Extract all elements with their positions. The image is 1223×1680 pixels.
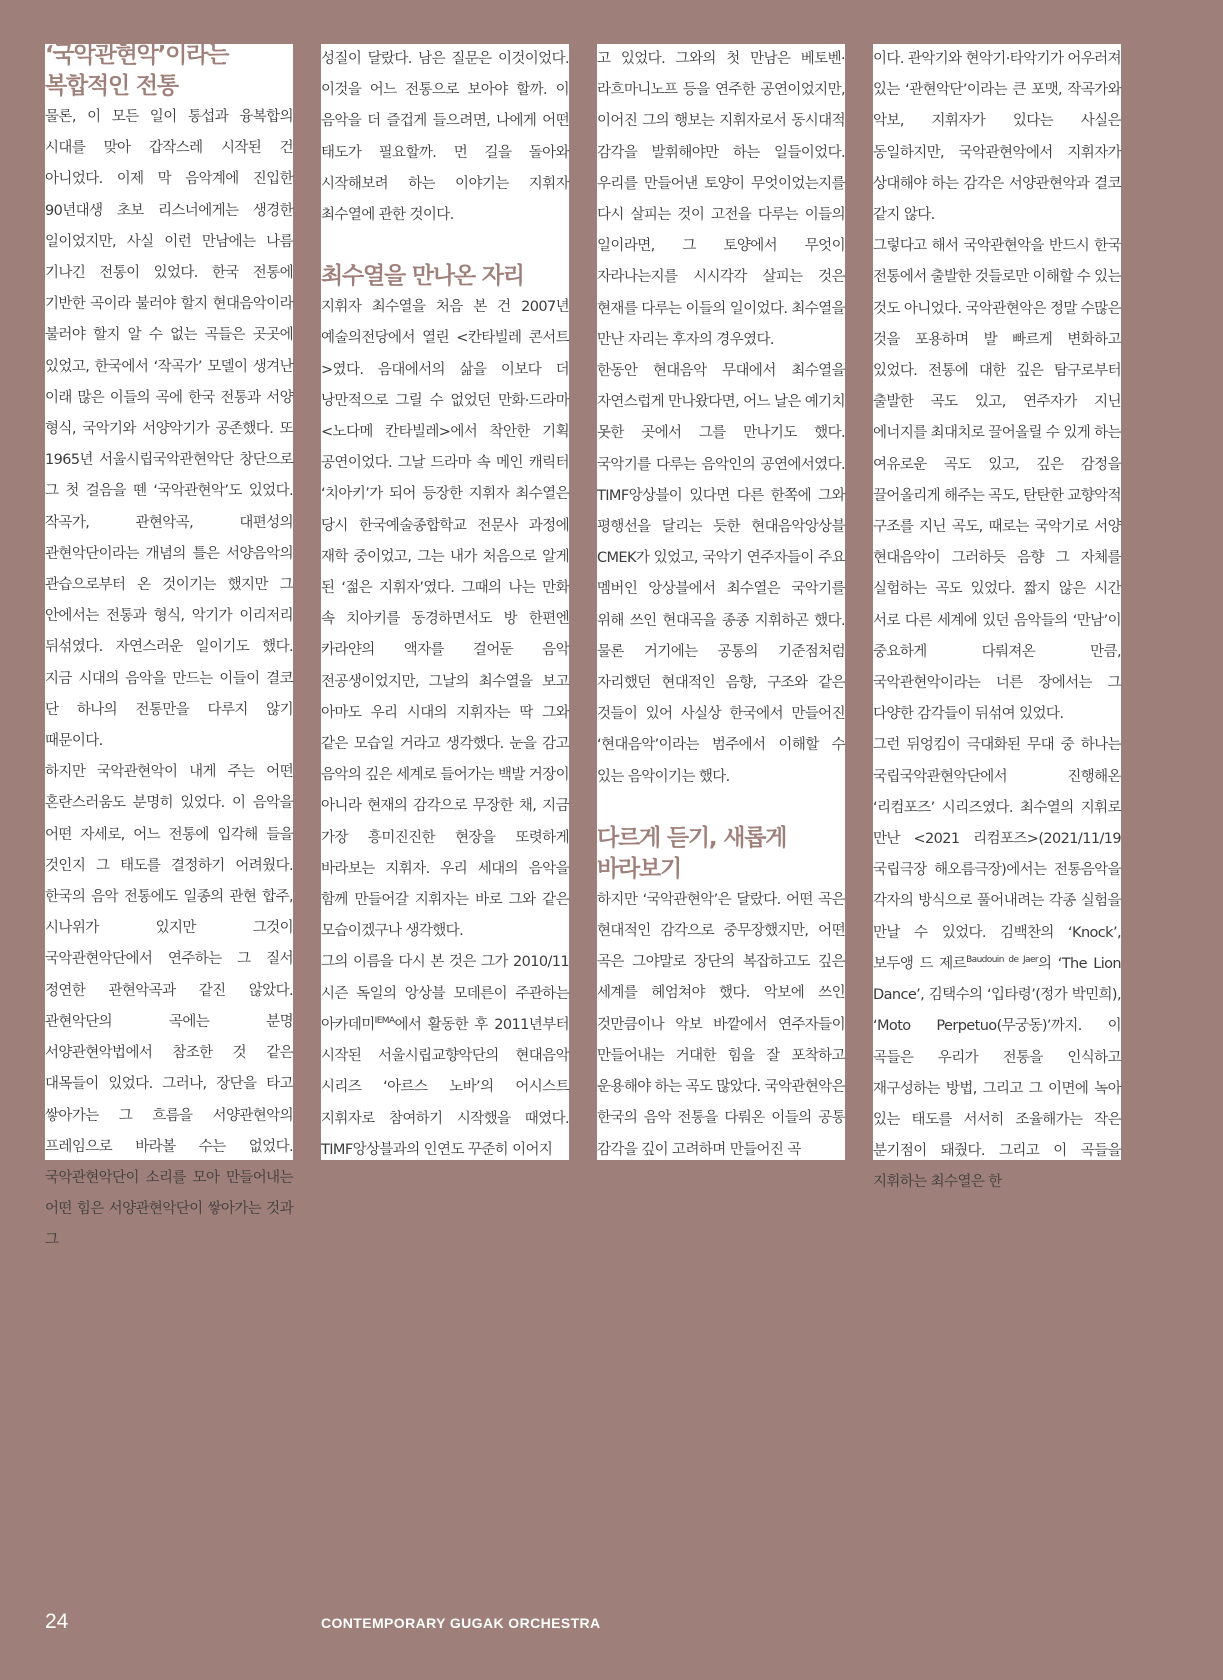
text-column-1 bbox=[45, 42, 293, 1249]
body-paragraph bbox=[873, 730, 1121, 1198]
body-text: 의 ‘The Lion Dance’, 김택수의 ‘입타령’(정가 박민희), ‘Moto Perpetuo(무궁동)’까지. 이 곡들은 우리가 전통을 인식하고 재구성하는 방법, 그리고 그 이면에 녹아 있는 태도를 서서히 조율해가는 작은 분기점이 돼줬다. 그리고 이 곡들을 지휘하는 최수열은 한 bbox=[873, 955, 1121, 1191]
footer-publication-title: CONTEMPORARY GUGAK ORCHESTRA bbox=[321, 1615, 601, 1631]
body-paragraph: 한동안 현대음악 무대에서 최수열을 자연스럽게 만나왔다면, 어느 날은 예기치 못한 곳에서 그를 만나기도 했다. 국악기를 다루는 음악인의 공연에서였다. TIMF앙상블이 있다면 다른 한쪽에 그와 평행선을 달리는 듯한 현대음악앙상블 CMEK가 있었고, 국악기 연주자들이 주요 멤버인 앙상블에서 최수열은 국악기를 위해 쓰인 현대곡을 종종 지휘하곤 했다. 물론 거기에는 공통의 기준점처럼 자리했던 현대적인 음향, 구조와 같은 것들이 있어 사실상 한국에서 만들어진 ‘현대음악’이라는 범주에서 이해할 수 있는 음악이기는 했다. bbox=[597, 363, 845, 785]
text-column-2 bbox=[321, 44, 569, 1160]
section-heading-meeting-choi: 최수열을 만나온 자리 bbox=[321, 263, 524, 290]
body-paragraph: 성질이 달랐다. 남은 질문은 이것이었다. 이것을 어느 전통으로 보아야 할까. 이 음악을 더 즐겁게 들으려면, 나에게 어떤 태도가 필요할까. 먼 길을 돌아와 시작해보려 하는 이야기는 지휘자 최수열에 관한 것이다. bbox=[321, 51, 569, 224]
body-paragraph: 그렇다고 해서 국악관현악을 반드시 한국 전통에서 출발한 것들로만 이해할 수 있는 것도 아니었다. 국악관현악은 정말 수많은 것을 포용하며 발 빠르게 변화하고 있었다. 전통에 대한 깊은 탐구로부터 출발한 곡도 있고, 연주자가 지닌 에너지를 최대치로 끌어올릴 수 있게 하는 여유로운 곡도 있고, 깊은 감정을 끌어올리게 해주는 곡도, 탄탄한 교향악적 구조를 지닌 곡도, 때로는 국악기로 서양 현대음악이 그러하듯 음향 그 자체를 실험하는 곡도 있었다. 짧지 않은 시간 서로 다른 세계에 있던 음악들의 ‘만남’이 중요하게 다뤄져온 만큼, 국악관현악이라는 너른 장에서는 그 다양한 감각들이 뒤섞여 있었다. bbox=[873, 238, 1121, 723]
page-number: 24 bbox=[45, 1610, 69, 1633]
body-paragraph: 지휘자 최수열을 처음 본 건 2007년 예술의전당에서 열린 <칸타빌레 콘서트>였다. 음대에서의 삶을 이보다 더 낭만적으로 그릴 수 없었던 만화·드라마 <노다메 칸타빌레>에서 착안한 기획 공연이었다. 그날 드라마 속 메인 캐릭터 ‘치아키’가 되어 등장한 지휘자 최수열은 당시 한국예술종합학교 전문사 과정에 재학 중이었고, 그는 내가 처음으로 알게 된 ‘젊은 지휘자’였다. 그때의 나는 만화 속 치아키를 동경하면서도 방 한편엔 카라얀의 액자를 걸어둔 음악 전공생이었지만, 그날의 최수열을 보고 아마도 우리 시대의 지휘자는 딱 그와 같은 모습일 거라고 생각했다. 눈을 감고 음악의 깊은 세계로 들어가는 백발 거장이 아니라 현재의 감각으로 무장한 채, 지금 가장 흥미진진한 현장을 또렷하게 바라보는 지휘자. 우리 세대의 음악을 함께 만들어갈 지휘자는 바로 그와 같은 모습이겠구나 생각했다. bbox=[321, 299, 569, 940]
section-heading-listen-differently: 다르게 듣기, 새롭게 바라보기 bbox=[597, 824, 787, 882]
body-paragraph: 고 있었다. 그와의 첫 만남은 베토벤·라흐마니노프 등을 연주한 공연이었지만, 이어진 그의 행보는 지휘자로서 동시대적 감각을 발휘해야만 하는 일들이었다. 우리를 만들어낸 토양이 무엇이었는지를 다시 살피는 것이 고전을 다루는 이들의 일이라면, 그 토양에서 무엇이 자라나는지를 시시각각 살피는 것은 현재를 다루는 이들의 일이었다. 최수열을 만난 자리는 후자의 경우였다. bbox=[597, 51, 845, 348]
superscript-ema: IEMA bbox=[374, 1016, 395, 1027]
body-paragraph: 하지만 ‘국악관현악’은 달랐다. 어떤 곡은 현대적인 감각으로 중무장했지만, 어떤 곡은 그야말로 장단의 복잡하고도 깊은 세계를 헤엄쳐야 했다. 악보에 쓰인 것만큼이나 악보 바깥에서 연주자들이 만들어내는 거대한 힘을 잘 포착하고 운용해야 하는 곡도 많았다. 국악관현악은 한국의 음악 전통을 다뤄온 이들의 공통 감각을 깊이 고려하며 만들어진 곡 bbox=[597, 891, 845, 1158]
body-text: 그런 뒤엉킴이 극대화된 무대 중 하나는 국립국악관현악단에서 진행해온 ‘리컴포즈’ 시리즈였다. 최수열의 지휘로 만난 <2021 리컴포즈>(2021/11/19 국립극장 해오름극장)에서는 전통음악을 각자의 방식으로 풀어내려는 각종 실험을 만날 수 있었다. 김백찬의 ‘Knock’, 보두앵 드 제르 bbox=[873, 737, 1121, 972]
text-column-3 bbox=[597, 44, 845, 1160]
body-paragraph: 하지만 국악관현악이 내게 주는 어떤 혼란스러움도 분명히 있었다. 이 음악을 어떤 자세로, 어느 전통에 입각해 들을 것인지 그 태도를 결정하기 어려웠다. 한국의 음악 전통에도 일종의 관현 합주, 시나위가 있지만 그것이 국악관현악단에서 연주하는 그 질서 정연한 관현악곡과 같진 않았다. 관현악단의 곡에는 분명 서양관현악법에서 참조한 것 같은 대목들이 있었다. 그러나, 장단을 타고 쌓아가는 그 흐름을 서양관현악의 프레임으로 바라볼 수는 없었다. 국악관현악단이 소리를 모아 만들어내는 어떤 힘은 서양관현악단이 쌓아가는 것과 그 bbox=[45, 764, 293, 1249]
body-paragraph: 이다. 관악기와 현악기·타악기가 어우러져 있는 ‘관현악단’이라는 큰 포맷, 작곡가와 악보, 지휘자가 있다는 사실은 동일하지만, 국악관현악에서 지휘자가 상대해야 하는 감각은 서양관현악과 결코 같지 않다. bbox=[873, 51, 1121, 224]
text-column-4 bbox=[873, 44, 1121, 1191]
body-text: 그의 이름을 다시 본 것은 그가 2010/11 시즌 독일의 앙상블 모데른이 주관하는 아카데미 bbox=[321, 954, 569, 1033]
body-paragraph bbox=[321, 947, 569, 1165]
section-heading-gugak-orchestra-tradition: ‘국악관현악’이라는 복합적인 전통 bbox=[45, 42, 229, 99]
superscript-name: Baudouin de Jaer bbox=[966, 955, 1038, 966]
body-text: 에서 활동한 후 2011년부터 시작된 서울시립교향악단의 현대음악 시리즈 ‘아르스 노바’의 어시스트 지휘자로 참여하기 시작했을 때였다. TIMF앙상블과의 인연도 꾸준히 이어지 bbox=[321, 1016, 569, 1158]
body-paragraph: 물론, 이 모든 일이 통섭과 융복합의 시대를 맞아 갑작스레 시작된 건 아니었다. 이제 막 음악계에 진입한 90년대생 초보 리스너에게는 생경한 일이었지만, 사실 이런 만남에는 나름 기나긴 전통이 있었다. 한국 전통에 기반한 곡이라 불러야 할지 현대음악이라 불러야 할지 알 수 없는 곡들은 곳곳에 있었고, 한국에서 ‘작곡가’ 모델이 생겨난 이래 많은 이들의 곡에 한국 전통과 서양 형식, 국악기와 서양악기가 공존했다. 또 1965년 서울시립국악관현악단 창단으로 그 첫 걸음을 뗀 ‘국악관현악’도 있었다. 작곡가, 관현악곡, 대편성의 관현악단이라는 개념의 틀은 서양음악의 관습으로부터 온 것이기는 했지만 그 안에서는 전통과 형식, 악기가 이리저리 뒤섞였다. 자연스러운 일이기도 했다. 지금 시대의 음악을 만드는 이들이 결코 단 하나의 전통만을 다루지 않기 때문이다. bbox=[45, 109, 293, 750]
